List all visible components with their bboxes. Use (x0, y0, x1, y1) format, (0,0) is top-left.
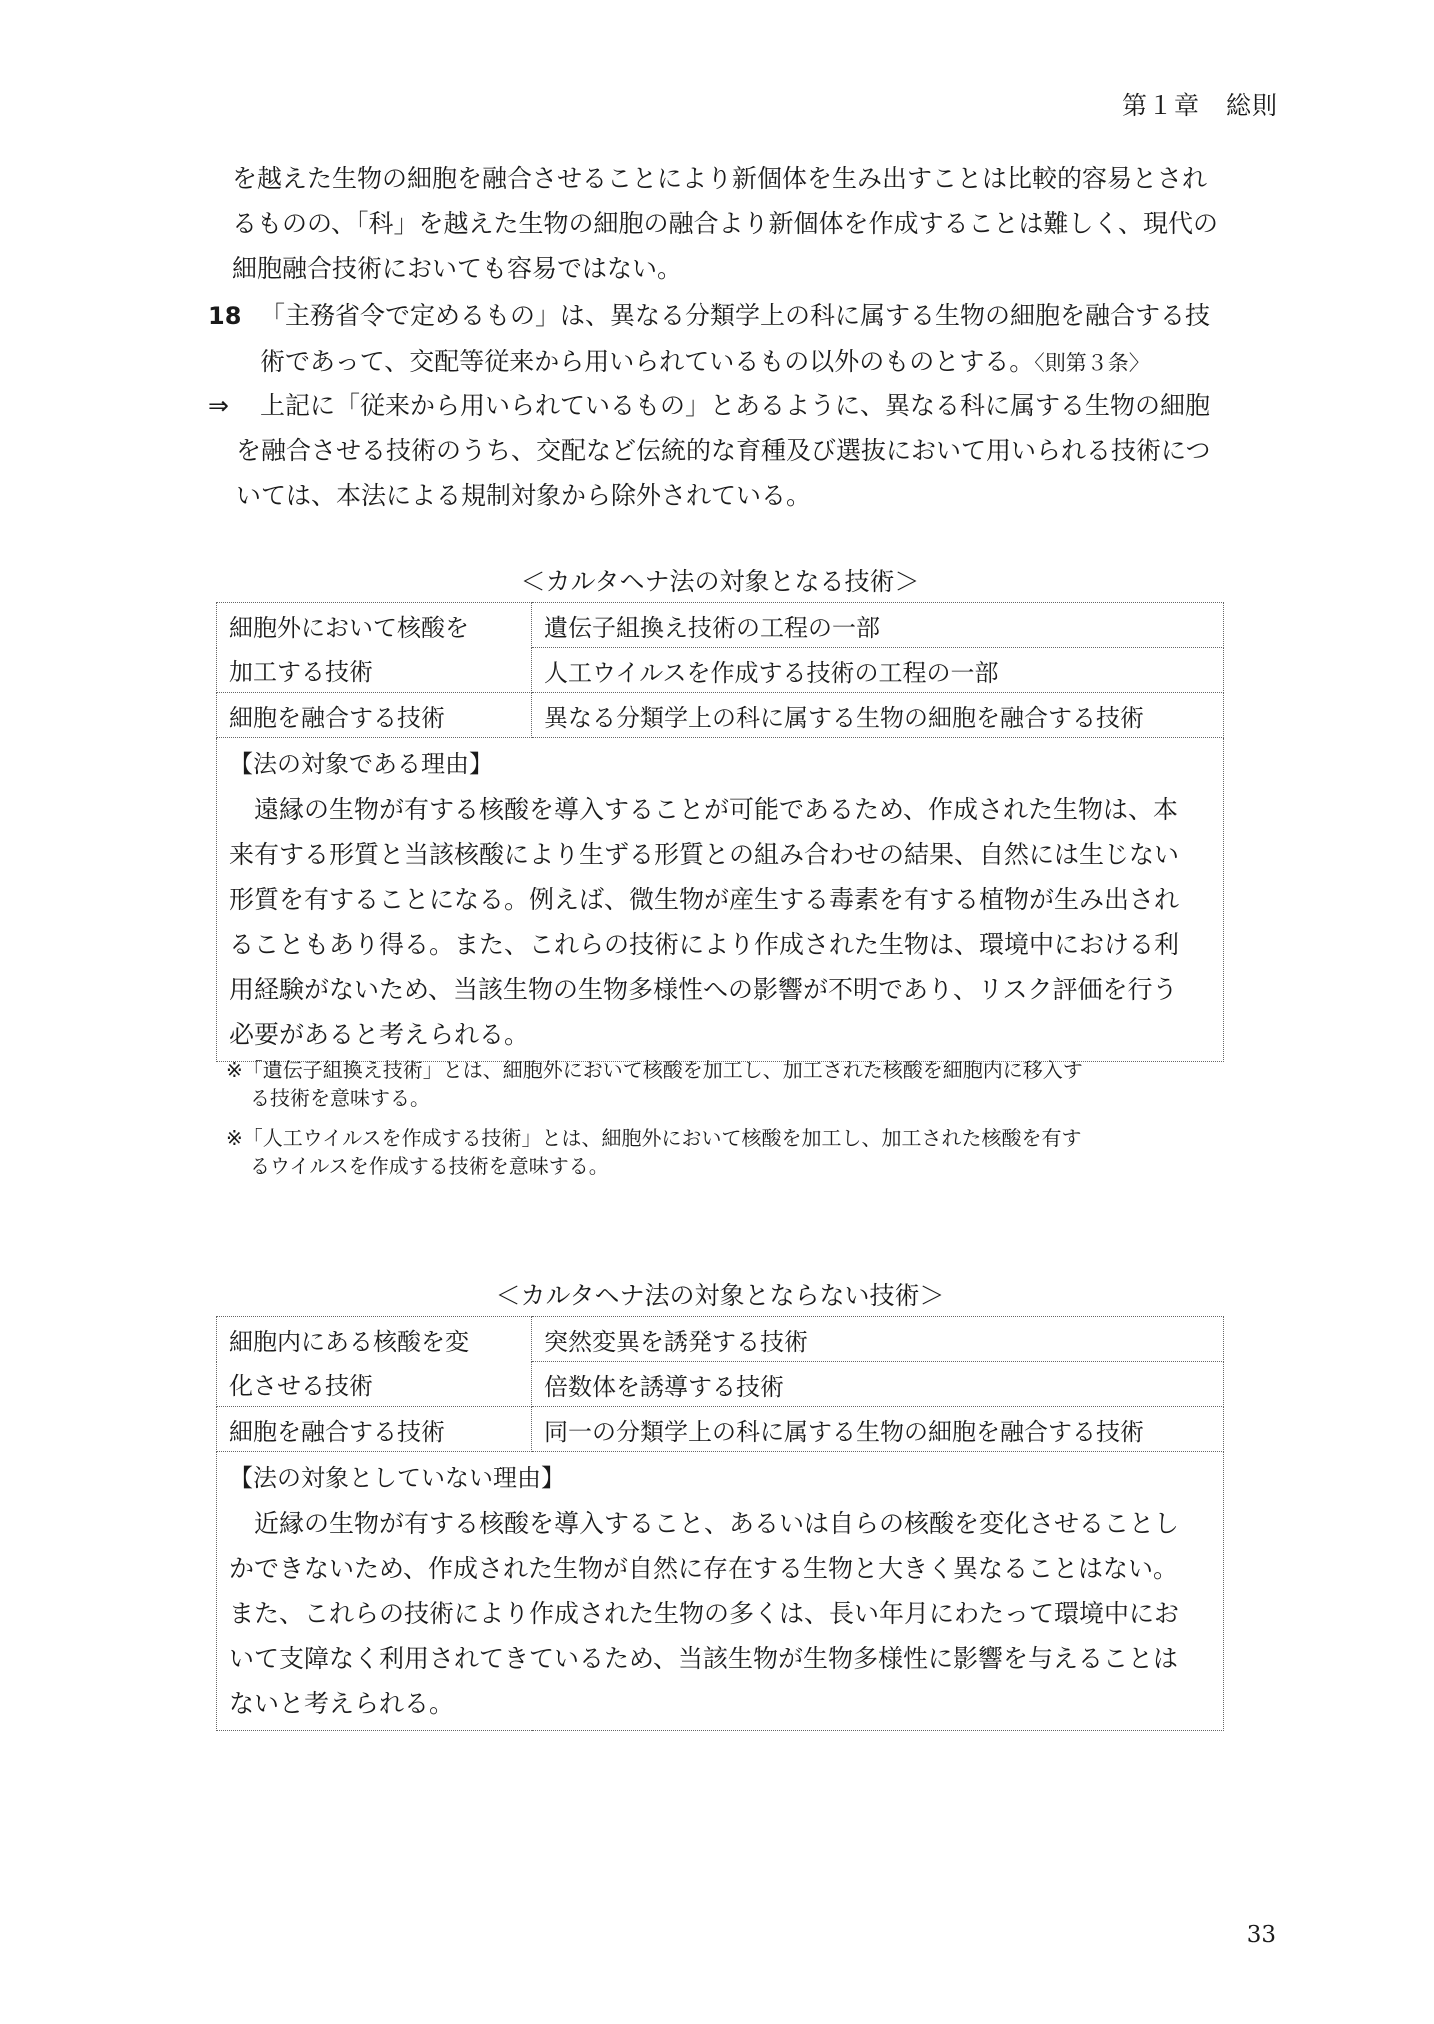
arrow-icon: ⇒ (208, 391, 229, 420)
reason-line: 用経験がないため、当該生物の生物多様性への影響が不明であり、リスク評価を行う (229, 975, 1178, 1004)
reason-line: 必要があると考えられる。 (229, 1020, 530, 1049)
item-18 (208, 293, 1238, 386)
table-row (217, 738, 1224, 1062)
reason-line: 遠縁の生物が有する核酸を導入することが可能であるため、作成された生物は、本 (229, 795, 1179, 824)
reason-line: 形質を有することになる。例えば、微生物が産生する毒素を有する植物が生み出され (229, 885, 1180, 914)
technique-cell: 突然変異を誘発する技術 (532, 1317, 1224, 1362)
footnote-line: ※「遺伝子組換え技術」とは、細胞外において核酸を加工し、加工された核酸を細胞内に移入す (226, 1058, 1083, 1082)
reason-heading: 【法の対象としていない理由】 (229, 1464, 565, 1492)
footnote-line: る技術を意味する。 (250, 1086, 430, 1110)
table-row (217, 1407, 1224, 1452)
reason-line: また、これらの技術により作成された生物の多くは、長い年月にわたって環境中にお (229, 1599, 1180, 1628)
reason-line: 近縁の生物が有する核酸を導入すること、あるいは自らの核酸を変化させることし (229, 1509, 1180, 1538)
category-cell: 細胞外において核酸を (217, 603, 532, 648)
technique-cell: 同一の分類学上の科に属する生物の細胞を融合する技術 (532, 1407, 1224, 1452)
table-row (217, 1452, 1224, 1731)
footnote (226, 1056, 1236, 1112)
reason-cell (217, 1452, 1224, 1731)
chapter-header: 第１章 総則 (1121, 91, 1278, 120)
reason-line: 来有する形質と当該核酸により生ずる形質との組み合わせの結果、自然には生じない (229, 840, 1180, 869)
page-number: 33 (1246, 1922, 1276, 1948)
note-line: 上記に「従来から用いられているもの」とあるように、異なる科に属する生物の細胞 (260, 391, 1211, 420)
technique-cell: 人工ウイルスを作成する技術の工程の一部 (532, 648, 1224, 693)
item-text-line: 「主務省令で定めるもの」は、異なる分類学上の科に属する生物の細胞を融合する技 (260, 301, 1211, 330)
reason-line: ることもあり得る。また、これらの技術により作成された生物は、環境中における利 (229, 930, 1180, 959)
reason-line: ないと考えられる。 (229, 1689, 455, 1718)
table-row (217, 1362, 1224, 1407)
category-cell: 細胞内にある核酸を変 (217, 1317, 532, 1362)
non-target-technologies-table (216, 1316, 1224, 1731)
technique-cell: 異なる分類学上の科に属する生物の細胞を融合する技術 (532, 693, 1224, 738)
reason-line: いて支障なく利用されてきているため、当該生物が生物多様性に影響を与えることは (229, 1644, 1179, 1673)
table-row (217, 1317, 1224, 1362)
category-cell: 細胞を融合する技術 (217, 1407, 532, 1452)
paragraph-line: 細胞融合技術においても容易ではない。 (232, 254, 683, 283)
reason-heading: 【法の対象である理由】 (229, 750, 493, 778)
category-cell: 加工する技術 (217, 648, 532, 693)
technique-cell: 遺伝子組換え技術の工程の一部 (532, 603, 1224, 648)
reason-line: かできないため、作成された生物が自然に存在する生物と大きく異なることはない。 (229, 1554, 1179, 1583)
technique-cell: 倍数体を誘導する技術 (532, 1362, 1224, 1407)
continuation-paragraph (232, 156, 1232, 291)
note-line: いては、本法による規制対象から除外されている。 (236, 481, 812, 510)
arrow-note (208, 383, 1238, 518)
regulation-reference: 〈則第３条〉 (1034, 351, 1150, 375)
footnote-line: るウイルスを作成する技術を意味する。 (250, 1154, 609, 1178)
category-cell: 細胞を融合する技術 (217, 693, 532, 738)
table-row (217, 648, 1224, 693)
paragraph-line: を越えた生物の細胞を融合させることにより新個体を生み出すことは比較的容易とされ (232, 164, 1208, 193)
note-line: を融合させる技術のうち、交配など伝統的な育種及び選抜において用いられる技術につ (236, 436, 1211, 465)
footnote-line: ※「人工ウイルスを作成する技術」とは、細胞外において核酸を加工し、加工された核酸を有す (226, 1126, 1082, 1150)
target-technologies-table (216, 602, 1224, 1062)
item-number: 18 (208, 302, 242, 330)
table1-title: ＜カルタヘナ法の対象となる技術＞ (520, 567, 920, 596)
reason-cell (217, 738, 1224, 1062)
table-row (217, 693, 1224, 738)
table2-title: ＜カルタヘナ法の対象とならない技術＞ (495, 1281, 945, 1310)
table-row (217, 603, 1224, 648)
item-text-line: 術であって、交配等従来から用いられているもの以外のものとする。 (260, 347, 1035, 376)
category-cell: 化させる技術 (217, 1362, 532, 1407)
paragraph-line: るものの、「科」を越えた生物の細胞の融合より新個体を作成することは難しく、現代の (232, 209, 1219, 238)
footnote (226, 1124, 1236, 1180)
